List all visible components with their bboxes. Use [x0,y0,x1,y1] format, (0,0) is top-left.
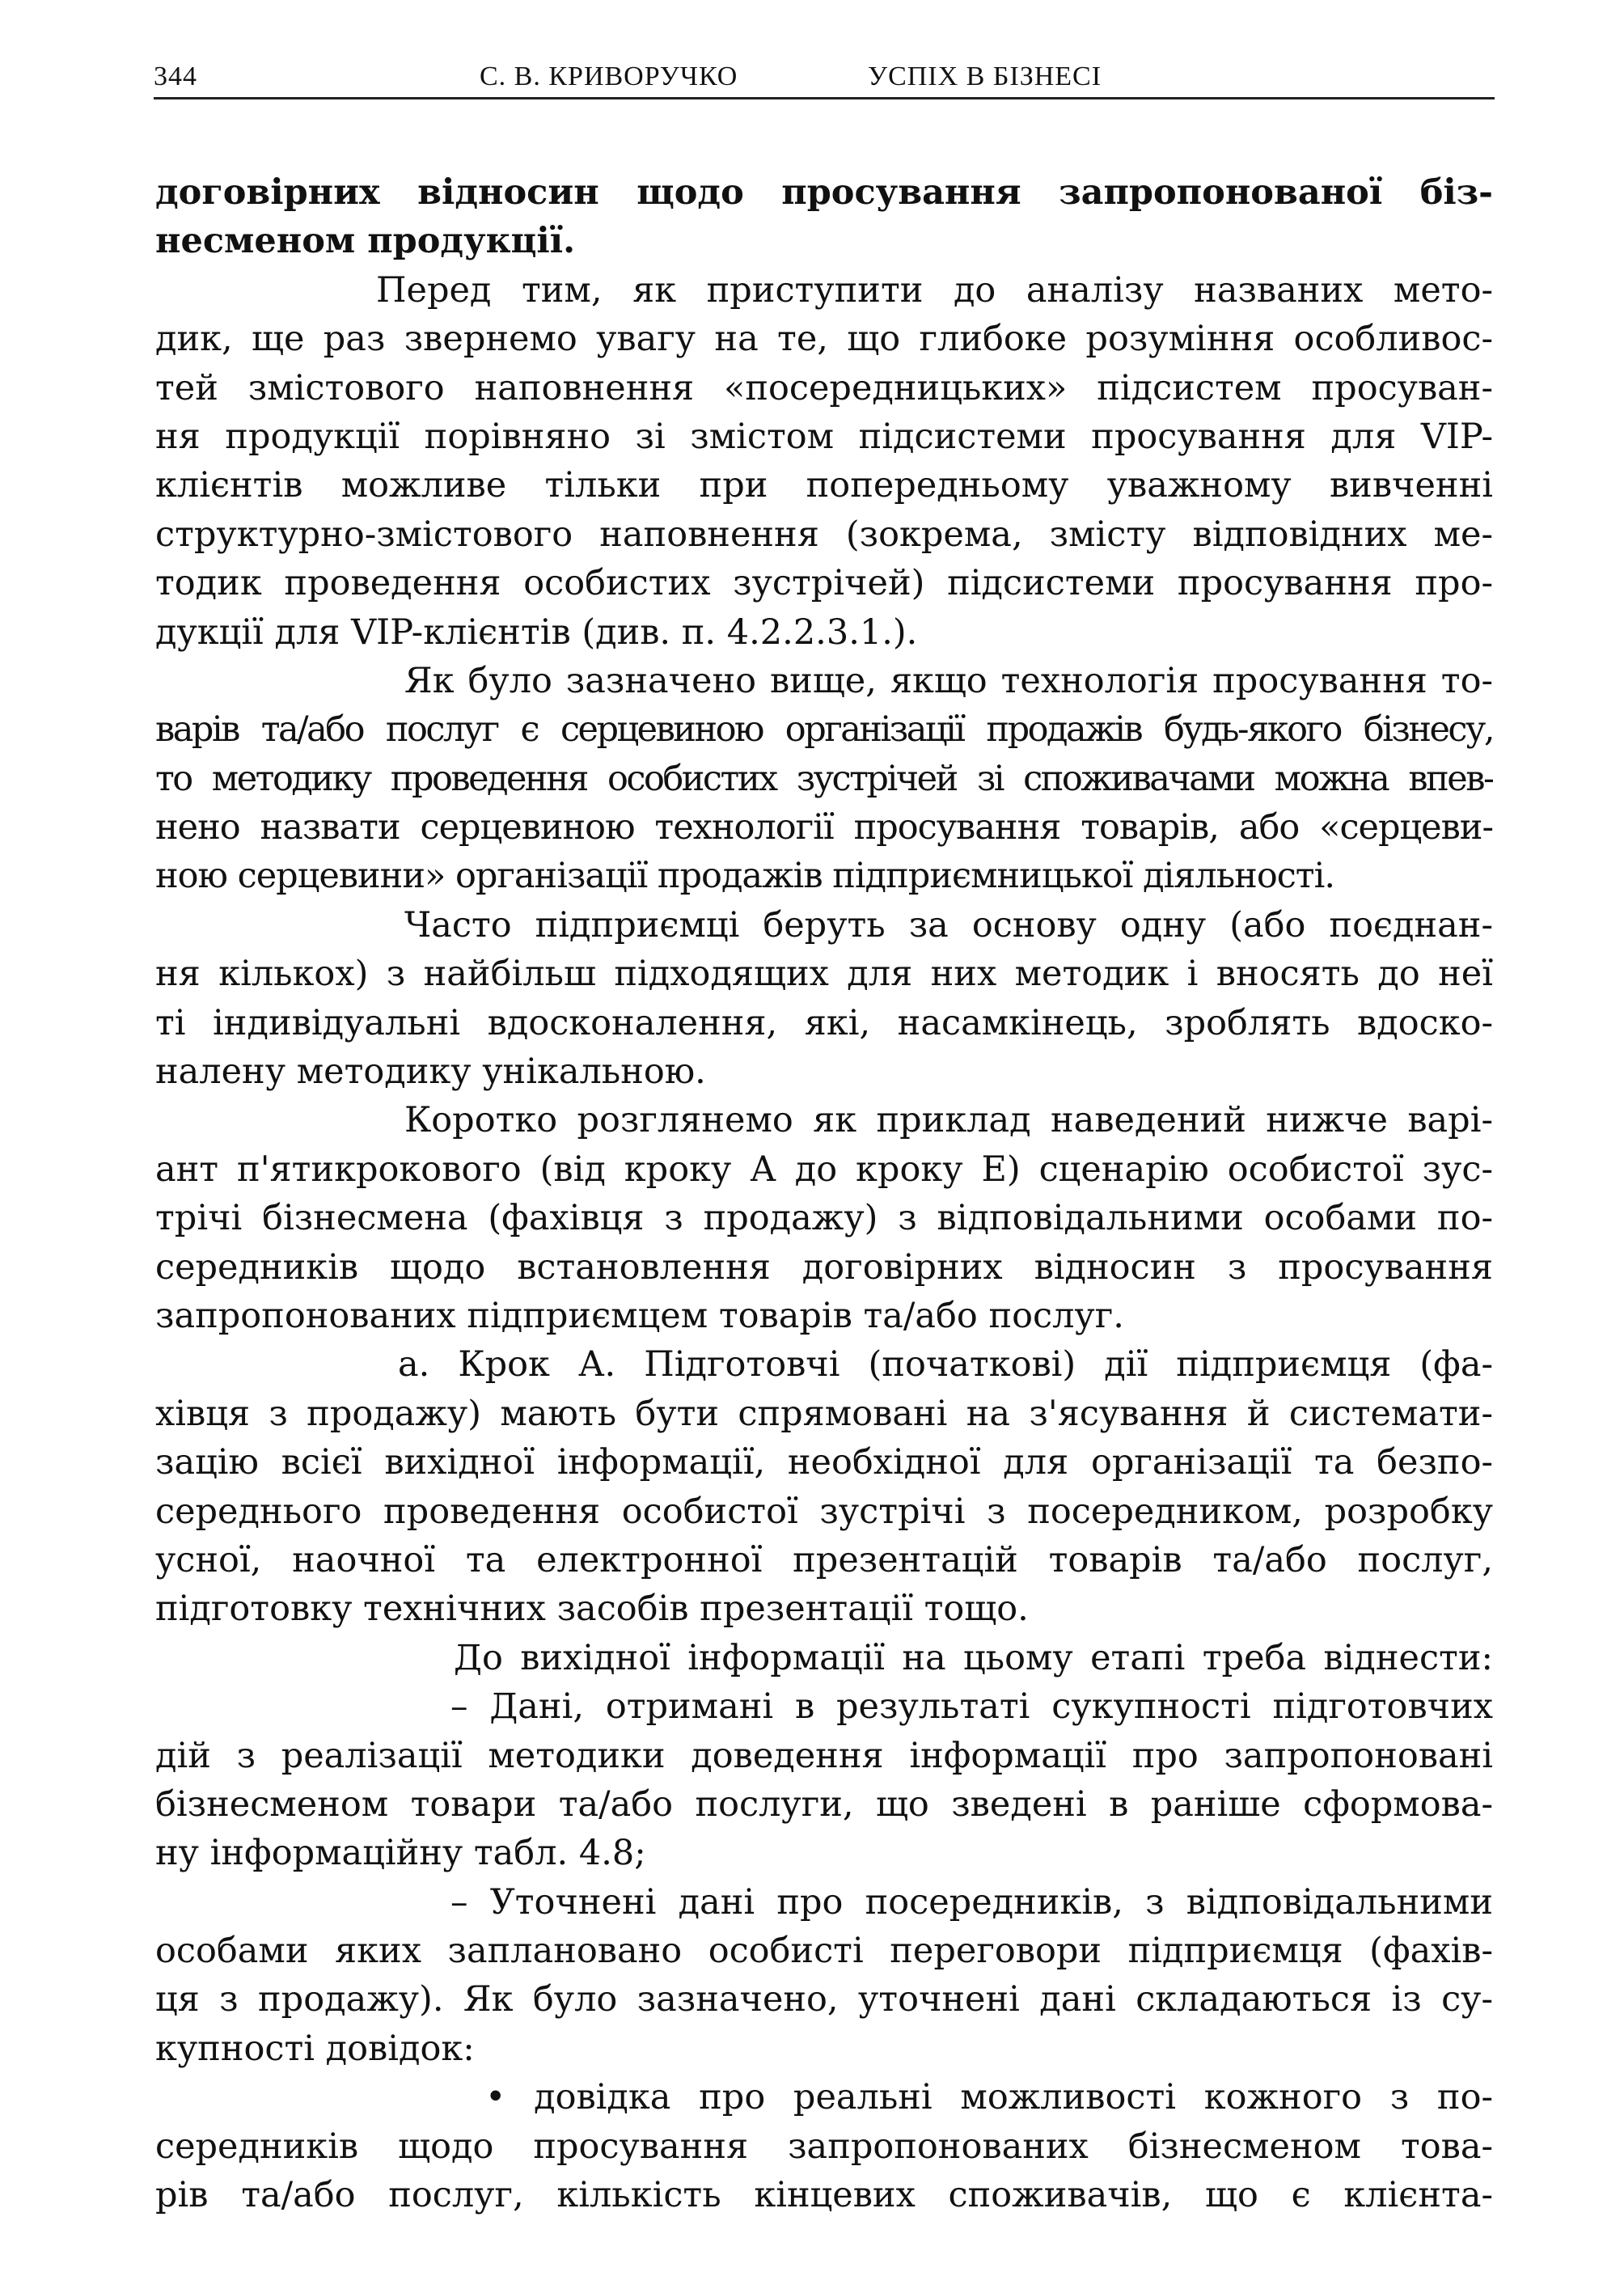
text-line: ня кількох) з найбільш підходящих для них методик і вносять до неї [155,954,1493,995]
text-line: трічі бізнесмена (фахівця з продажу) з відповідальними особами по- [155,1198,1493,1239]
text-line: налену методику унікальною. [155,1051,706,1093]
text-line: бізнесменом товари та/або послуги, що зведені в раніше сформова- [155,1783,1493,1825]
text-line: дій з реалізації методики доведення інформації про запропоновані [155,1735,1493,1776]
body-text [155,168,1493,2219]
text-line: Як було зазначено вище, якщо технологія просування то- [404,660,1493,701]
text-line: – Дані, отримані в результаті сукупності підготовчих [450,1686,1493,1728]
text-line: рів та/або послуг, кількість кінцевих споживачів, що є клієнта- [155,2175,1493,2216]
text-line: варів та/або послуг є серцевиною організації продажів будь-якого бізнесу, [155,709,1493,751]
text-line: • довідка про реальні можливості кожного з по- [485,2077,1493,2118]
text-line: запропонованих підприємцем товарів та/або послуг. [155,1295,1124,1336]
text-line: Перед тим, як приступити до аналізу названих мето- [376,269,1493,311]
text-line: купності довідок: [155,2028,475,2069]
text-line: підготовку технічних засобів презентації тощо. [155,1589,1029,1630]
text-line: ну інформаційну табл. 4.8; [155,1833,646,1874]
text-line: клієнтів можливе тільки при попередньому уважному вивченні [155,465,1493,506]
text-line: зацію всієї вихідної інформації, необхідної для організації та безпо- [155,1442,1493,1483]
text-line: середників щодо просування запропонованих бізнесменом това- [155,2126,1493,2167]
text-line: а. Крок А. Підготовчі (початкові) дії підприємця (фа- [398,1344,1493,1386]
author-name: С. В. КРИВОРУЧКО [480,61,738,91]
text-line: – Уточнені дані про посередників, з відповідальними [450,1881,1493,1923]
text-line: ня продукції порівняно зі змістом підсистеми просування для VIP- [155,416,1493,457]
text-line: несменом продукції. [155,221,576,262]
header-rule [154,97,1495,99]
text-line: ною серцевини» організації продажів підприємницької діяльності. [155,856,1334,897]
text-line: середників щодо встановлення договірних відносин з просування [155,1246,1493,1288]
text-line: нено назвати серцевиною технології просування товарів, або «серцеви- [155,807,1493,848]
text-line: ант п'ятикрокового (від кроку А до кроку Е) сценарію особистої зус- [155,1149,1493,1190]
text-line: хівця з продажу) мають бути спрямовані на з'ясування й системати- [155,1393,1493,1434]
text-line: договірних відносин щодо просування запропонованої біз- [155,172,1493,213]
text-line: ті індивідуальні вдосконалення, які, насамкінець, зроблять вдоско- [155,1002,1493,1043]
text-line: тей змістового наповнення «посередницьких» підсистем просуван- [155,367,1493,408]
page-number: 344 [154,61,197,91]
text-line: то методику проведення особистих зустрічей зі споживачами можна впев- [155,758,1493,799]
text-line: особами яких заплановано особисті переговори підприємця (фахів- [155,1931,1493,1972]
text-line: ця з продажу). Як було зазначено, уточнені дані складаються із су- [155,1979,1493,2020]
text-line: структурно-змістового наповнення (зокрема, змісту відповідних ме- [155,514,1493,555]
running-head [154,53,1495,100]
text-line: дукції для VIP-клієнтів (див. п. 4.2.2.3.1.). [155,611,918,653]
text-line: Коротко розглянемо як приклад наведений нижче варі- [404,1100,1493,1141]
book-title: УСПІХ В БІЗНЕСІ [868,61,1102,91]
text-line: середнього проведення особистої зустрічі з посередником, розробку [155,1491,1493,1532]
text-line: тодик проведення особистих зустрічей) підсистеми просування про- [155,563,1493,604]
text-line: Часто підприємці беруть за основу одну (або поєднан- [404,904,1493,946]
text-line: До вихідної інформації на цьому етапі треба віднести: [454,1637,1493,1678]
text-line: дик, ще раз звернемо увагу на те, що глибоке розуміння особливос- [155,319,1493,360]
text-line: усної, наочної та електронної презентацій товарів та/або послуг, [155,1539,1493,1580]
